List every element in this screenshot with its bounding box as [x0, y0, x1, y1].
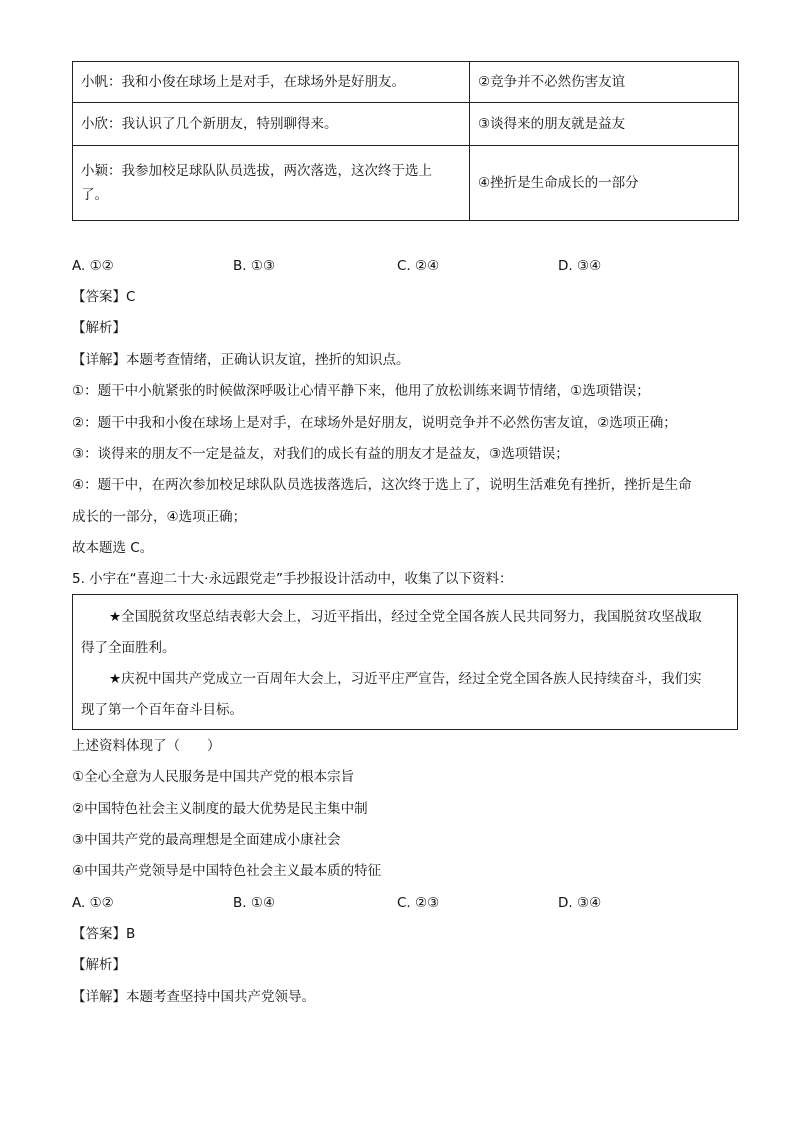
- q5-analysis-heading: 【解析】: [72, 957, 126, 973]
- option-d: D. ③④: [558, 258, 602, 274]
- table-cell-statement: 小欣：我认识了几个新朋友，特别聊得来。: [73, 103, 470, 146]
- material-line: 得了全面胜利。: [81, 640, 176, 656]
- option-c: C. ②④: [397, 258, 440, 274]
- option-c: C. ②③: [397, 895, 440, 911]
- table-cell-conclusion: ③谈得来的朋友就是益友: [470, 103, 739, 146]
- q4-explanation-line: ②：题干中我和小俊在球场上是对手，在球场外是好朋友，说明竞争并不必然伤害友谊，②选项正确；: [72, 415, 677, 431]
- q5-question: 上述资料体现了（ ）: [72, 738, 221, 754]
- material-line: 现了第一个百年奋斗目标。: [81, 702, 243, 718]
- q4-explanation-line: 成长的一部分，④选项正确；: [72, 509, 247, 525]
- q4-explanation-line: ①：题干中小航紧张的时候做深呼吸让心情平静下来，他用了放松训练来调节情绪，①选项错误；: [72, 383, 650, 399]
- q5-material-box: [72, 594, 738, 730]
- table-cell-statement: 小帆：我和小俊在球场上是对手，在球场外是好朋友。: [73, 62, 470, 103]
- q5-detail: 【详解】本题考查坚持中国共产党领导。: [72, 989, 315, 1005]
- table-cell-line: 了。: [81, 187, 108, 203]
- q4-options: [72, 256, 738, 276]
- q5-options: [72, 893, 738, 913]
- q4-detail: 【详解】本题考查情绪，正确认识友谊，挫折的知识点。: [72, 352, 410, 368]
- material-line: ★全国脱贫攻坚总结表彰大会上，习近平指出，经过全党全国各族人民共同努力，我国脱贫攻坚战取: [109, 609, 702, 625]
- option-d: D. ③④: [558, 895, 602, 911]
- q4-explanation-line: ④：题干中，在两次参加校足球队队员选拔落选后，这次终于选上了，说明生活难免有挫折，挫折是生命: [72, 477, 692, 493]
- q4-answer: 【答案】C: [72, 289, 136, 305]
- option-b: B. ①④: [233, 895, 276, 911]
- q4-analysis-heading: 【解析】: [72, 320, 126, 336]
- option-b: B. ①③: [233, 258, 276, 274]
- table-cell-conclusion: ②竞争并不必然伤害友谊: [470, 62, 739, 103]
- q5-item: ③中国共产党的最高理想是全面建成小康社会: [72, 832, 341, 848]
- option-a: A. ①②: [72, 895, 114, 911]
- statement-table: [72, 61, 739, 221]
- material-line: ★庆祝中国共产党成立一百周年大会上，习近平庄严宣告，经过全党全国各族人民持续奋斗，我们实: [109, 671, 702, 687]
- q5-stem: 5. 小宇在“喜迎二十大·永远跟党走”手抄报设计活动中，收集了以下资料：: [72, 571, 513, 587]
- q5-answer: 【答案】B: [72, 926, 136, 942]
- table-cell-statement: [73, 146, 470, 221]
- table-cell-line: 小颖：我参加校足球队队员选拔，两次落选，这次终于选上: [81, 163, 432, 179]
- option-a: A. ①②: [72, 258, 114, 274]
- table-row: [73, 62, 739, 103]
- q4-conclusion: 故本题选 C。: [72, 540, 154, 556]
- q5-item: ①全心全意为人民服务是中国共产党的根本宗旨: [72, 769, 355, 785]
- table-row: [73, 103, 739, 146]
- q5-item: ④中国共产党领导是中国特色社会主义最本质的特征: [72, 863, 382, 879]
- q5-item: ②中国特色社会主义制度的最大优势是民主集中制: [72, 801, 368, 817]
- q4-explanation-line: ③：谈得来的朋友不一定是益友，对我们的成长有益的朋友才是益友，③选项错误；: [72, 446, 569, 462]
- table-row: [73, 146, 739, 221]
- table-cell-conclusion: ④挫折是生命成长的一部分: [470, 146, 739, 221]
